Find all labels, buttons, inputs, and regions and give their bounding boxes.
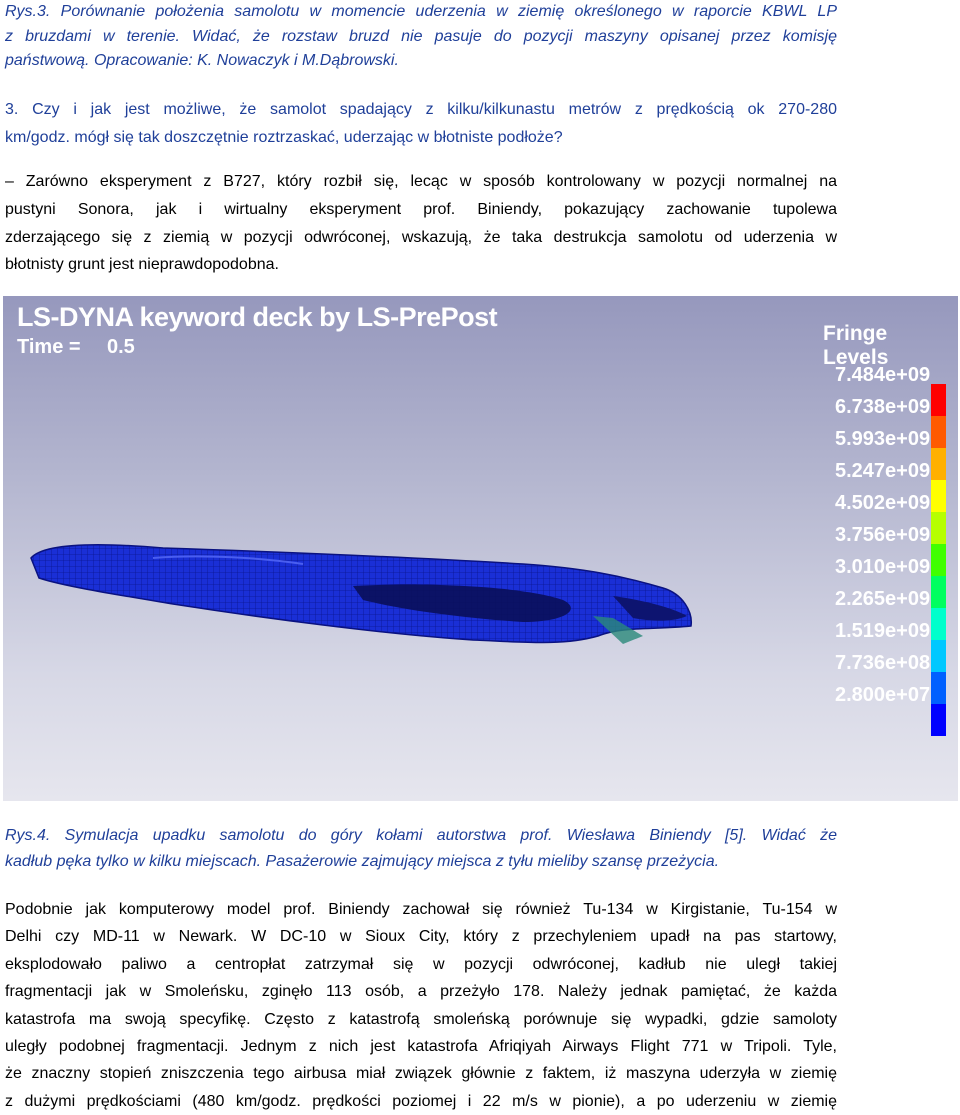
answer-line: zderzającego się z ziemią w pozycji odwróconej, wskazują, że taka destrukcja samolotu od uderzenia w	[5, 228, 837, 246]
fringe-level-label: 3.010e+09	[835, 556, 931, 578]
body-line: uległy podobnej fragmentacji. Jednym z nich jest katastrofa Afriqiyah Airways Flight 771 w Tripoli. Tyle,	[5, 1038, 837, 1056]
answer-line: błotnisty grunt jest nieprawdopodobna.	[5, 256, 279, 274]
fringe-level-label: 2.800e+07	[835, 684, 931, 706]
fringe-color-swatch	[931, 672, 946, 704]
body-line: z dużymi prędkościami (480 km/godz. prędkości poziomej i 22 m/s w pionie), a po uderzeniu w ziemię	[5, 1092, 837, 1110]
fringe-color-swatch	[931, 448, 946, 480]
simulation-title: LS-DYNA keyword deck by LS-PrePost	[17, 302, 498, 332]
fringe-level-label: 2.265e+09	[835, 588, 931, 610]
caption-line: kadłub pęka tylko w kilku miejscach. Pasażerowie zajmujący miejsca z tyłu mieliby szansę przeżycia.	[5, 853, 720, 870]
fringe-level-label: 4.502e+09	[835, 492, 931, 514]
fringe-level-label: 3.756e+09	[835, 524, 931, 546]
fringe-level-label: 5.993e+09	[835, 428, 931, 450]
body-line: katastrofa ma swoją specyfikę. Często z katastrofą smoleńską porównuje się wypadki, gdzie samoloty	[5, 1010, 837, 1028]
answer-line: pustyni Sonora, jak i wirtualny eksperyment prof. Biniendy, pokazujący zachowanie tupolewa	[5, 200, 837, 218]
aircraft-fuselage-graphic	[3, 296, 958, 801]
caption-line: Rys.3. Porównanie położenia samolotu w momencie uderzenia w ziemię określonego w raporcie KBWL LP	[5, 3, 837, 20]
fringe-level-label: 5.247e+09	[835, 460, 931, 482]
fringe-level-label: 7.484e+09	[835, 364, 931, 386]
fringe-color-swatch	[931, 544, 946, 576]
body-line: fragmentacji jak w Smoleńsku, zginęło 113 osób, a przeżyło 178. Należy jednak pamiętać, że każda	[5, 983, 837, 1001]
fringe-levels-title: Fringe Levels	[823, 322, 889, 369]
fringe-color-swatch	[931, 480, 946, 512]
fringe-color-swatch	[931, 640, 946, 672]
fringe-level-label: 1.519e+09	[835, 620, 931, 642]
answer-line: – Zarówno eksperyment z B727, który rozbił się, lecąc w sposób kontrolowany w pozycji normalnej na	[5, 173, 837, 190]
body-line: Podobnie jak komputerowy model prof. Biniendy zachował się również Tu-134 w Kirgistanie, Tu-154 w	[5, 901, 837, 918]
fringe-color-swatch	[931, 384, 946, 416]
body-line: eksplodowało paliwo a centropłat zatrzymał się w pozycji odwróconej, kadłub nie uległ takiej	[5, 955, 837, 973]
fringe-color-swatch	[931, 416, 946, 448]
fringe-color-swatch	[931, 608, 946, 640]
body-line: Delhi czy MD-11 w Newark. W DC-10 w Sioux City, który z przechyleniem upadł na pas startowy,	[5, 928, 837, 946]
fringe-color-swatch	[931, 576, 946, 608]
figure-4-caption	[5, 823, 837, 875]
time-value: 0.5	[107, 336, 135, 358]
time-label: Time =	[17, 336, 81, 358]
question-line: 3. Czy i jak jest możliwe, że samolot spadający z kilku/kilkunastu metrów z prędkością ok 270-280	[5, 101, 837, 118]
simulation-figure	[3, 296, 958, 801]
fringe-level-label: 7.736e+08	[835, 652, 931, 674]
fringe-color-swatch	[931, 704, 946, 736]
question-line: km/godz. mógł się tak doszczętnie roztrzaskać, uderzając w błotniste podłoże?	[5, 129, 563, 146]
caption-line: państwową. Opracowanie: K. Nowaczyk i M.Dąbrowski.	[5, 52, 399, 69]
caption-line: z bruzdami w terenie. Widać, że rozstaw bruzd nie pasuje do pozycji maszyny opisanej przez komisję	[5, 27, 837, 45]
fringe-level-label: 6.738e+09	[835, 396, 931, 418]
answer-paragraph	[5, 168, 837, 279]
figure-3-caption	[5, 0, 837, 74]
question-3	[5, 96, 837, 152]
body-paragraph	[5, 896, 837, 1115]
body-line: że znaczny stopień zniszczenia tego airbusa miał związek głównie z faktem, iż maszyna uderzyła w ziemię	[5, 1065, 837, 1083]
caption-line: Rys.4. Symulacja upadku samolotu do góry kołami autorstwa prof. Wiesława Biniendy [5]. Widać że	[5, 827, 837, 844]
fringe-color-swatch	[931, 512, 946, 544]
